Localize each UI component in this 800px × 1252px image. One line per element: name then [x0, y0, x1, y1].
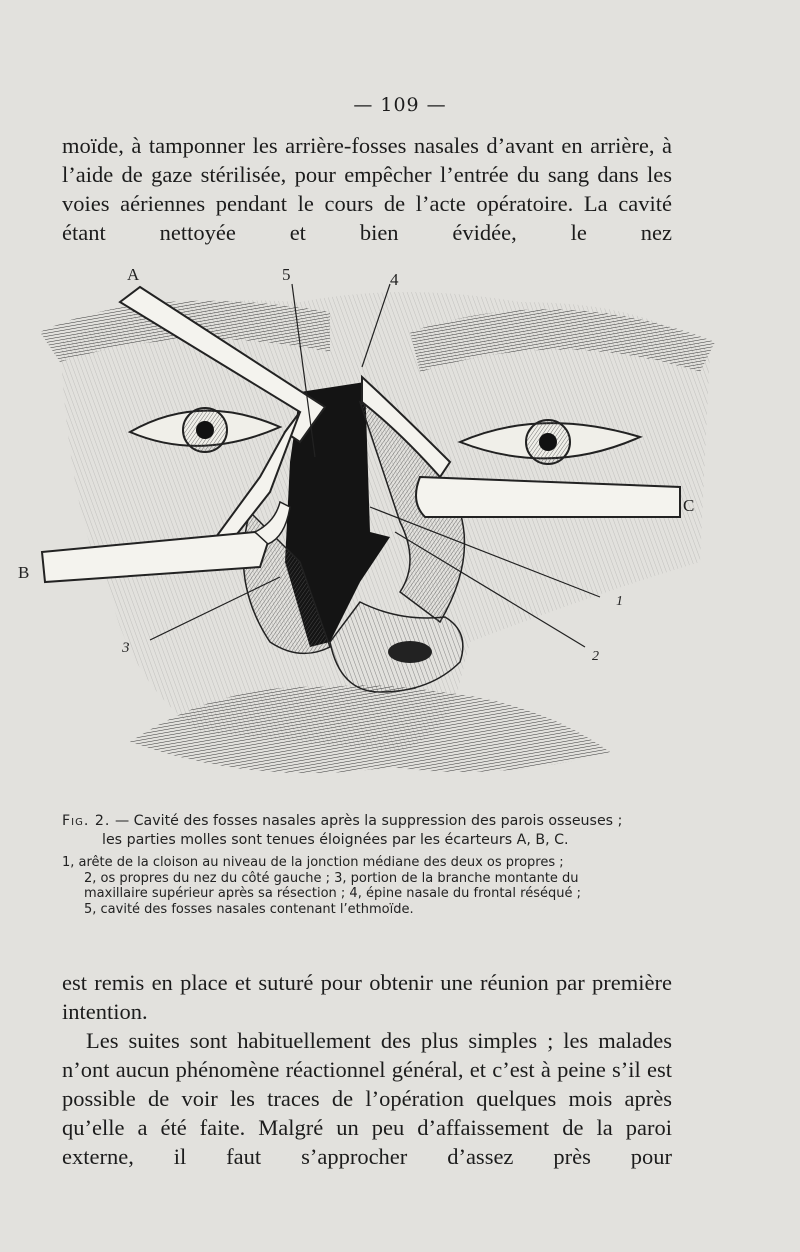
legend-line-1: 1, arête de la cloison au niveau de la jonction médiane des deux os propres ; [62, 855, 564, 870]
caption-line-2: les parties molles sont tenues éloignées par les écarteurs A, B, C. [102, 832, 569, 848]
caption-line-1: — Cavité des fosses nasales après la suppression des parois osseuses ; [114, 813, 623, 829]
legend-line-3: maxillaire supérieur après sa résection ; 4, épine nasale du frontal réséqué ; [84, 886, 581, 901]
top-paragraph: moïde, à tamponner les arrière-fosses nasales d’avant en arrière, à l’aide de gaze stérilisée, pour empêcher l’entrée du sang dans les voies aériennes pendant le cours de l’acte opératoire. La cavité étant nettoyée et bien évidée, le nez [62, 133, 672, 245]
legend-line-4: 5, cavité des fosses nasales contenant l’ethmoïde. [84, 901, 414, 917]
label-3: 3 [122, 640, 130, 656]
middle-paragraph: est remis en place et suturé pour obtenir une réunion par première intention. [62, 970, 672, 1024]
legend-line-2: 2, os propres du nez du côté gauche ; 3, portion de la branche montante du [84, 870, 579, 886]
caption-fig-number: Fig. 2. [62, 813, 111, 829]
figure-engraving [0, 262, 800, 802]
label-b: B [18, 563, 30, 582]
label-a: A [127, 265, 140, 284]
label-2: 2 [592, 649, 599, 664]
label-c: C [683, 496, 695, 515]
label-1: 1 [616, 594, 623, 609]
label-5: 5 [282, 265, 291, 284]
label-4: 4 [390, 270, 399, 289]
figure-legend [62, 855, 674, 917]
figure-caption [62, 812, 674, 850]
face-illustration [0, 262, 800, 802]
bottom-paragraph: Les suites sont habituellement des plus simples ; les malades n’ont aucun phénomène réactionnel général, et c’est à peine s’il est possible de voir les traces de l’opération quelques mois après qu’elle a été faite. Malgré un peu d’affaissement de la paroi externe, il faut s’approcher d’assez près pour [62, 1028, 672, 1169]
page-number: — 109 — [353, 94, 447, 116]
